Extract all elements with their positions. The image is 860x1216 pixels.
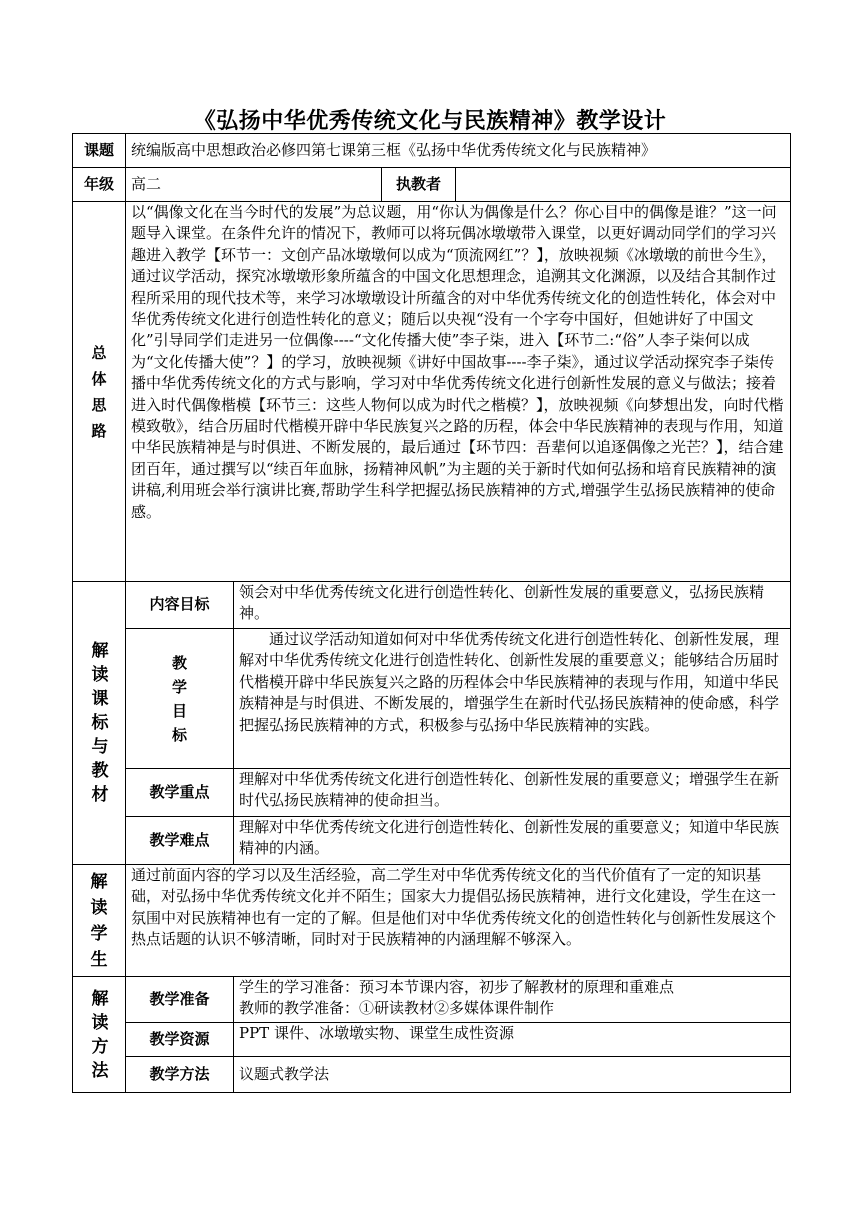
key-point-row bbox=[73, 769, 791, 817]
content-goal-row bbox=[73, 582, 791, 629]
resources-text: PPT 课件、冰墩墩实物、课堂生成性资源 bbox=[234, 1023, 791, 1057]
grade-label: 年级 bbox=[73, 168, 126, 202]
method-label: 教学方法 bbox=[126, 1057, 234, 1093]
teacher-value bbox=[456, 168, 791, 202]
difficulty-row bbox=[73, 817, 791, 865]
method-row bbox=[73, 1057, 791, 1093]
preparation-label: 教学准备 bbox=[126, 977, 234, 1023]
students-row bbox=[73, 865, 791, 977]
preparation-teacher: 教师的教学准备：①研读教材②多媒体课件制作 bbox=[239, 999, 555, 1018]
content-goal-text: 领会对中华优秀传统文化进行创造性转化、创新性发展的重要意义，弘扬民族精神。 bbox=[234, 582, 791, 629]
difficulty-text: 理解对中华优秀传统文化进行创造性转化、创新性发展的重要意义；知道中华民族精神的内涵。 bbox=[234, 817, 791, 865]
overall-label: 总 体 思路 bbox=[91, 343, 107, 440]
resources-row bbox=[73, 1023, 791, 1057]
methods-label: 解读方法 bbox=[91, 988, 109, 1081]
teaching-goal-row bbox=[73, 629, 791, 769]
key-point-label: 教学重点 bbox=[126, 769, 234, 817]
teaching-goal-text: 通过议学活动知道如何对中华优秀传统文化进行创造性转化、创新性发展，理解对中华优秀传统文化进行创造性转化、创新性发展的重要意义；能够结合历届时代楷模开辟中华民族复兴之路的历程体会中华民族精神的表现与作用，知道中华民族精神是与时俱进、不断发展的，增强学生在新时代弘扬民族精神的使命感，科学把握弘扬民族精神的方式，积极参与弘扬中华民族精神的实践。 bbox=[234, 629, 791, 769]
curriculum-label: 解读课标与教材 bbox=[91, 641, 109, 805]
students-text: 通过前面内容的学习以及生活经验，高二学生对中华优秀传统文化的当代价值有了一定的知识基础，对弘扬中华优秀传统文化并不陌生；国家大力提倡弘扬民族精神，进行文化建设，学生在这一氛围中对民族精神也有一定的了解。但是他们对中华优秀传统文化的创造性转化与创新性发展这个热点话题的认识不够清晰，同时对于民族精神的内涵理解不够深入。 bbox=[126, 865, 791, 977]
lesson-plan-table bbox=[72, 133, 791, 1093]
content-goal-label: 内容目标 bbox=[126, 582, 234, 629]
topic-row bbox=[73, 134, 791, 168]
preparation-row bbox=[73, 977, 791, 1023]
overall-text: 以“偶像文化在当今时代的发展”为总议题，用“你认为偶像是什么？你心目中的偶像是谁？”这一问题导入课堂。在条件允许的情况下，教师可以将玩偶冰墩墩带入课堂，以更好调动同学们的学习兴趣进入教学【环节一：文创产品冰墩墩何以成为“顶流网红”？】，放映视频《冰墩墩的前世今生》，通过议学活动，探究冰墩墩形象所蕴含的中国文化思想理念，追溯其文化渊源，以及结合其制作过程所采用的现代技术等，来学习冰墩墩设计所蕴含的对中华优秀传统文化的创造性转化，体会对中华优秀传统文化进行创造性转化的意义；随后以央视“没有一个字夸中国好，但她讲好了中国文化”引导同学们走进另一位偶像----“文化传播大使”李子柒，进入【环节二:“俗”人李子柒何以成为“文化传播大使”？】的学习，放映视频《讲好中国故事----李子柒》，通过议学活动探究李子柒传播中华优秀传统文化的方式与影响，学习对中华优秀传统文化进行创新性发展的意义与做法；接着进入时代偶像楷模【环节三：这些人物何以成为时代之楷模？】，放映视频《向梦想出发，向时代楷模致敬》，结合历届时代楷模开辟中华民族复兴之路的历程，体会中华民族精神的表现与作用，知道中华民族精神是与时俱进、不断发展的，最后通过【环节四：吾辈何以追逐偶像之光芒？】，结合建团百年，通过撰写以“续百年血脉，扬精神风帆”为主题的关于新时代如何弘扬和培育民族精神的演讲稿,利用班会举行演讲比赛,帮助学生科学把握弘扬民族精神的方式,增强学生弘扬民族精神的使命感。 bbox=[126, 202, 791, 582]
grade-value: 高二 bbox=[126, 168, 382, 202]
key-point-text: 理解对中华优秀传统文化进行创造性转化、创新性发展的重要意义；增强学生在新时代弘扬民族精神的使命担当。 bbox=[234, 769, 791, 817]
overall-row bbox=[73, 202, 791, 582]
teacher-label: 执教者 bbox=[382, 168, 456, 202]
resources-label: 教学资源 bbox=[126, 1023, 234, 1057]
method-text: 议题式教学法 bbox=[234, 1057, 791, 1093]
difficulty-label: 教学难点 bbox=[126, 817, 234, 865]
grade-row bbox=[73, 168, 791, 202]
students-label: 解读学生 bbox=[90, 871, 108, 970]
preparation-student: 学生的学习准备：预习本节课内容，初步了解教材的原理和重难点 bbox=[239, 978, 675, 996]
page-title: 《弘扬中华优秀传统文化与民族精神》教学设计 bbox=[193, 108, 667, 134]
teaching-goal-label: 教学目标 bbox=[172, 653, 188, 744]
topic-label: 课题 bbox=[73, 134, 126, 168]
topic-value: 统编版高中思想政治必修四第七课第三框《弘扬中华优秀传统文化与民族精神》 bbox=[126, 134, 791, 168]
